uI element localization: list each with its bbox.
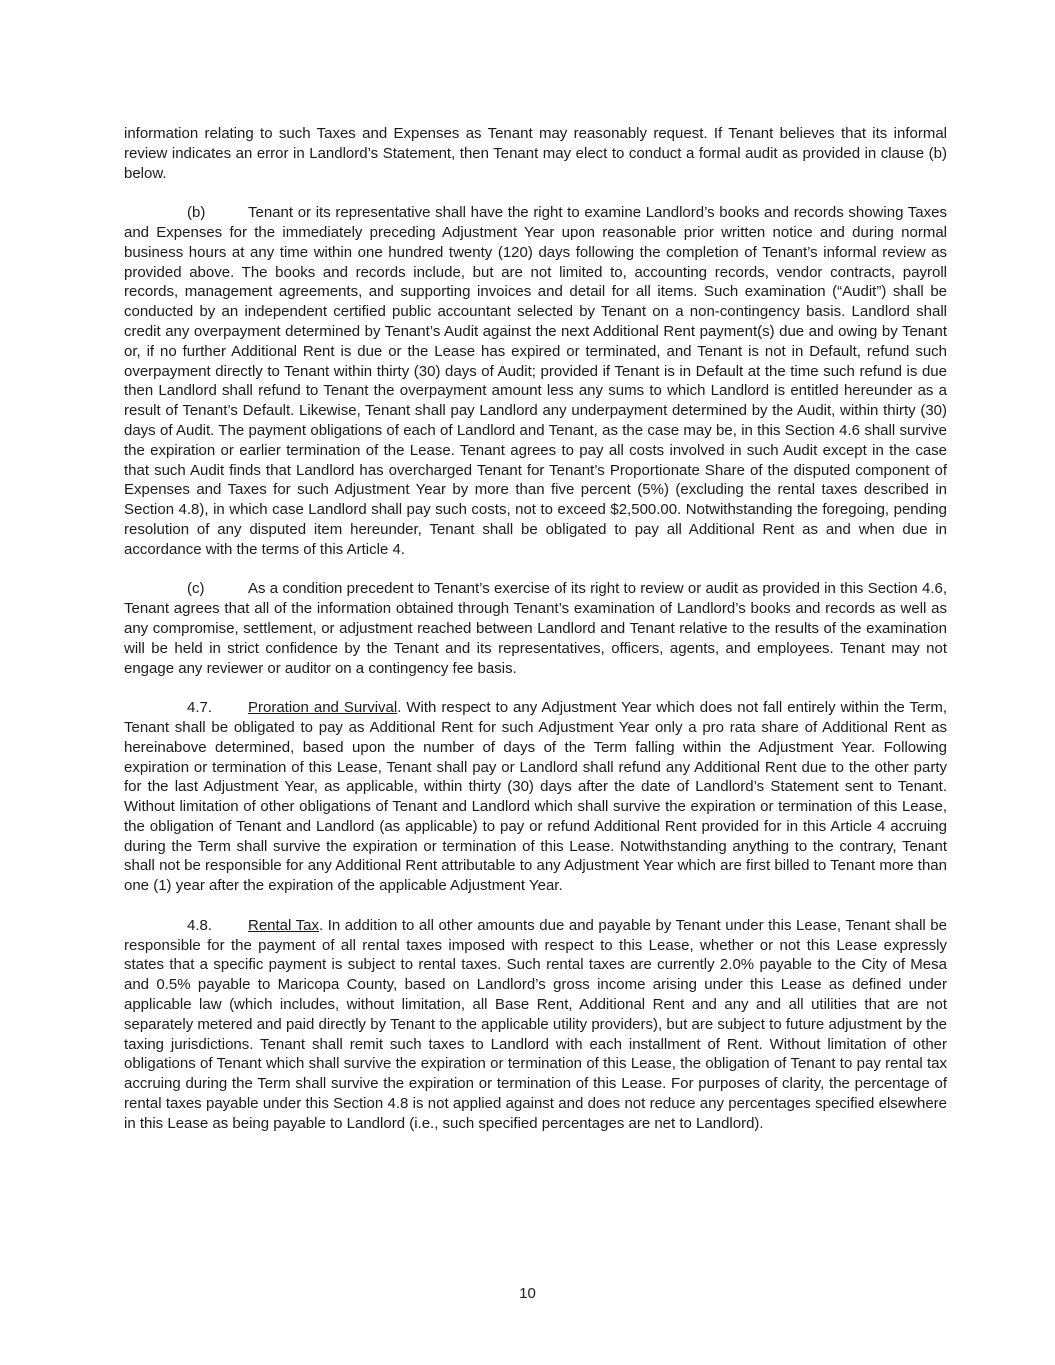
clause-label: (b): [187, 204, 206, 222]
paragraph-continuation: [124, 124, 947, 183]
paragraph-text: . With respect to any Adjustment Year which does not fall entirely within the Term, Tenant shall be obligated to pay as Additional Rent for such Adjustment Year only a pro rata share of Additional Rent as hereinabove determined, based upon the number of days of the Term falling within the Adjustment Year. Following expiration or termination of this Lease, Tenant shall pay or Landlord shall refund any Additional Rent due to the other party for the last Adjustment Year, as applicable, within thirty (30) days after the date of Landlord’s Statement sent to Tenant. Without limitation of other obligations of Tenant and Landlord which shall survive the expiration or termination of this Lease, the obligation of Tenant and Landlord (as applicable) to pay or refund Additional Rent provided for in this Article 4 accruing during the Term shall survive the expiration or termination of this Lease. Notwithstanding anything to the contrary, Tenant shall not be responsible for any Additional Rent attributable to any Adjustment Year which are first billed to Tenant more than one (1) year after the expiration of the applicable Adjustment Year.: [124, 699, 947, 895]
section-number: 4.7.: [187, 699, 213, 717]
paragraph-text: . In addition to all other amounts due and payable by Tenant under this Lease, Tenant shall be responsible for the payment of all rental taxes imposed with respect to this Lease, whether or not this Lease expressly states that a specific payment is subject to rental taxes. Such rental taxes are currently 2.0% payable to the City of Mesa and 0.5% payable to Maricopa County, based on Landlord’s gross income arising under this Lease as defined under applicable law (which includes, without limitation, all Base Rent, Additional Rent and any and all utilities that are not separately metered and paid directly by Tenant to the applicable utility providers), but are subject to future adjustment by the taxing jurisdictions. Tenant shall remit such taxes to Landlord with each installment of Rent. Without limitation of other obligations of Tenant which shall survive the expiration or termination of this Lease, the obligation of Tenant to pay rental tax accruing during the Term shall survive the expiration or termination of this Lease. For purposes of clarity, the percentage of rental taxes payable under this Section 4.8 is not applied against and does not reduce any percentages specified elsewhere in this Lease as being payable to Landlord (i.e., such specified percentages are net to Landlord).: [124, 916, 947, 1132]
section-heading: Rental Tax: [248, 916, 319, 934]
document-page: [124, 124, 947, 1153]
paragraph-c: [124, 579, 947, 678]
paragraph-text: Tenant or its representative shall have the right to examine Landlord’s books and records showing Taxes and Expenses for the immediately preceding Adjustment Year upon reasonable prior written notice and during normal business hours at any time within one hundred twenty (120) days following the completion of Tenant’s informal review as provided above. The books and records include, but are not limited to, accounting records, vendor contracts, payroll records, management agreements, and supporting invoices and detail for all items. Such examination (“Audit”) shall be conducted by an independent certified public accountant selected by Tenant on a non-contingency basis. Landlord shall credit any overpayment determined by Tenant’s Audit against the next Additional Rent payment(s) due and owing by Tenant or, if no further Additional Rent is due or the Lease has expired or terminated, and Tenant is not in Default, refund such overpayment directly to Tenant within thirty (30) days of Audit; provided if Tenant is in Default at the time such refund is due then Landlord shall refund to Tenant the overpayment amount less any sums to which Landlord is entitled hereunder as a result of Tenant’s Default. Likewise, Tenant shall pay Landlord any underpayment determined by the Audit, within thirty (30) days of Audit. The payment obligations of each of Landlord and Tenant, as the case may be, in this Section 4.6 shall survive the expiration or earlier termination of the Lease. Tenant agrees to pay all costs involved in such Audit except in the case that such Audit finds that Landlord has overcharged Tenant for Tenant’s Proportionate Share of the disputed component of Expenses and Taxes for such Adjustment Year by more than five percent (5%) (excluding the rental taxes described in Section 4.8), in which case Landlord shall pay such costs, not to exceed $2,500.00. Notwithstanding the foregoing, pending resolution of any disputed item hereunder, Tenant shall be obligated to pay all Additional Rent as and when due in accordance with the terms of this Article 4.: [124, 204, 947, 558]
paragraph-b: [124, 203, 947, 559]
clause-label: (c): [187, 580, 205, 598]
section-number: 4.8.: [187, 916, 213, 934]
paragraph-text: information relating to such Taxes and Expenses as Tenant may reasonably request. If Tenant believes that its informal review indicates an error in Landlord’s Statement, then Tenant may elect to conduct a formal audit as provided in clause (b) below.: [124, 125, 947, 182]
section-heading: Proration and Survival: [248, 699, 398, 717]
section-4-7: [124, 698, 947, 896]
section-4-8: [124, 916, 947, 1134]
paragraph-text: As a condition precedent to Tenant’s exercise of its right to review or audit as provided in this Section 4.6, Tenant agrees that all of the information obtained through Tenant’s examination of Landlord’s books and records as well as any compromise, settlement, or adjustment reached between Landlord and Tenant relative to the results of the examination will be held in strict confidence by the Tenant and its representatives, officers, agents, and employees. Tenant may not engage any reviewer or auditor on a contingency fee basis.: [124, 580, 947, 677]
page-number: 10: [519, 1285, 536, 1302]
